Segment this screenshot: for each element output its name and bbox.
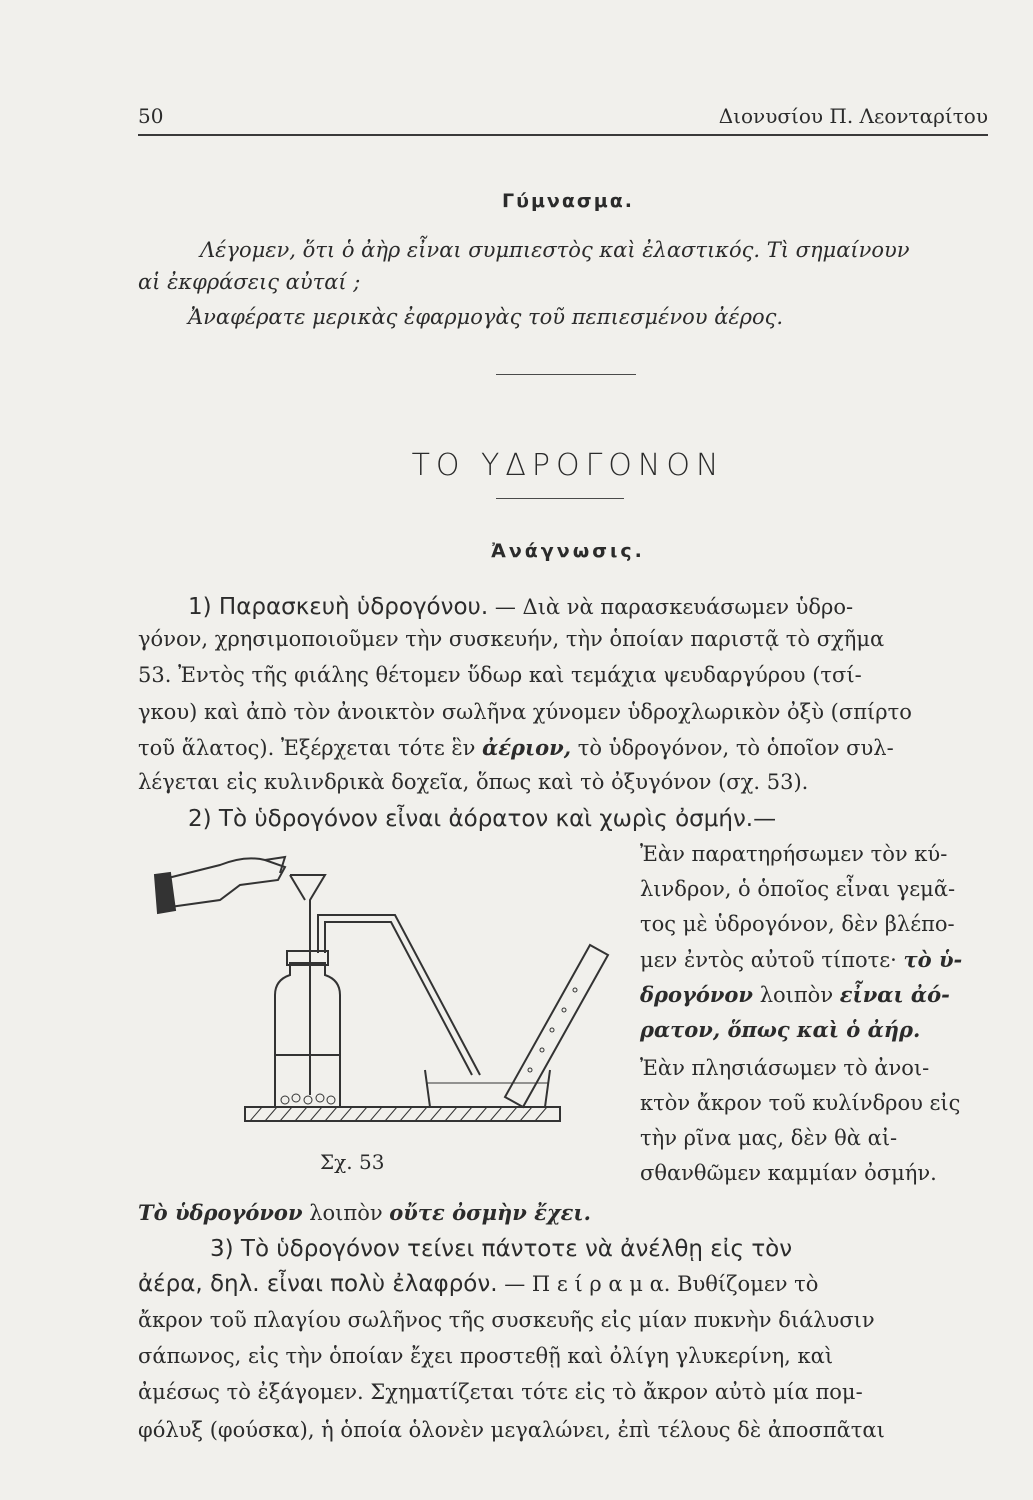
apparatus-figure xyxy=(150,845,620,1135)
funnel xyxy=(290,875,325,1095)
cuff-icon xyxy=(155,873,175,913)
title-divider xyxy=(496,498,624,499)
hand-icon xyxy=(160,858,285,907)
section1-line-6: λέγεται εἰς κυλινδρικὰ δοχεῖα, ὅπως καὶ τὸ ὀξυγόνον (σχ. 53). xyxy=(138,770,809,794)
section3-line-4: σάπωνος, εἰς τὴν ὁποίαν ἔχει προστεθῇ καὶ ὀλίγη γλυκερίνη, καὶ xyxy=(138,1344,834,1368)
section3-line-5: ἀμέσως τὸ ἐξάγομεν. Σχηματίζεται τότε εἰς τὸ ἄκρον αὐτὸ μία πομ- xyxy=(138,1380,863,1404)
section3-line-2 xyxy=(138,1271,818,1297)
zinc-pieces xyxy=(281,1094,335,1104)
exercise-line-2: αἱ ἐκφράσεις αὐταί ; xyxy=(138,270,361,294)
col-line4-pre: μεν ἐντὸς αὐτοῦ τίποτε· xyxy=(640,948,897,972)
page-number: 50 xyxy=(138,104,164,128)
col-line-7: Ἐὰν πλησιάσωμεν τὸ ἀνοι- xyxy=(640,1056,930,1080)
col-line-8: κτὸν ἄκρον τοῦ κυλίνδρου εἰς xyxy=(640,1091,961,1115)
col-line-3: τος μὲ ὑδρογόνον, δὲν βλέπο- xyxy=(640,912,955,936)
section3-title-2: ἀέρα, δηλ. εἶναι πολὺ ἐλαφρόν. xyxy=(138,1271,498,1297)
section-divider xyxy=(496,374,636,375)
col-line-10: σθανθῶμεν καμμίαν ὀσμήν. xyxy=(640,1161,937,1185)
section3-line-6 xyxy=(138,1418,885,1442)
section3-last-pre: φόλυξ xyxy=(138,1418,203,1442)
col-line5-mid: λοιπὸν xyxy=(759,983,834,1007)
running-title: Διονυσίου Π. Λεονταρίτου xyxy=(718,104,988,128)
section1-line1-rest: — Διὰ νὰ παρασκευάσωμεν ὑδρο- xyxy=(494,595,854,619)
exercise-heading: Γύμνασμα. xyxy=(502,190,634,212)
col-line5-bold: δρογόνον xyxy=(640,982,753,1007)
col-line4-bold: τὸ ὑ- xyxy=(903,947,963,972)
reading-heading: Ἀνάγνωσις. xyxy=(491,540,645,562)
closing-bold-1: Τὸ ὑδρογόνον xyxy=(138,1200,303,1225)
col-line-1: Ἐὰν παρατηρήσωμεν τὸν κύ- xyxy=(640,842,948,866)
section2-closing xyxy=(138,1200,591,1225)
base-plate xyxy=(245,1107,560,1121)
col-line-2: λινδρον, ὁ ὁποῖος εἶναι γεμᾶ- xyxy=(640,877,956,901)
section1-line5-post: τὸ ὑδρογόνον, τὸ ὁποῖον συλ- xyxy=(577,736,894,760)
page-header xyxy=(138,100,988,136)
base-hatching xyxy=(250,1107,547,1121)
section1-line-3: 53. Ἐντὸς τῆς φιάλης θέτομεν ὕδωρ καὶ τεμάχια ψευδαργύρου (τσί- xyxy=(138,663,862,687)
exercise-line-1: Λέγομεν, ὅτι ὁ ἀὴρ εἶναι συμπιεστὸς καὶ ἐλαστικός. Τὶ σημαίνουν xyxy=(200,238,910,262)
col-line-6: ρατον, ὅπως καὶ ὁ ἀήρ. xyxy=(640,1017,921,1042)
section3-last-post: (φούσκα), ἡ ὁποία ὁλονὲν μεγαλώνει, ἐπὶ τέλους δὲ ἀποσπᾶται xyxy=(209,1418,885,1442)
water-trough xyxy=(425,1070,550,1107)
chapter-title: ΤΟ ΥΔΡΟΓΟΝΟΝ xyxy=(411,448,725,483)
col-line-4 xyxy=(640,947,962,972)
col-line5-bold2: εἶναι ἀό- xyxy=(839,982,950,1007)
gas-bubbles xyxy=(528,988,577,1072)
section3-line-3: ἄκρον τοῦ πλαγίου σωλῆνος τῆς συσκευῆς εἰς μίαν πυκνὴν διάλυσιν xyxy=(138,1308,875,1332)
section1-line5-pre: τοῦ ἅλατος). Ἐξέρχεται τότε ἓν xyxy=(138,736,476,760)
exercise-line-3: Ἀναφέρατε μερικὰς ἐφαρμογὰς τοῦ πεπιεσμένου ἀέρος. xyxy=(188,305,784,329)
closing-bold-2: οὔτε ὀσμὴν ἔχει. xyxy=(389,1200,591,1225)
side-tube-inner xyxy=(325,922,472,1075)
section1-line-2: γόνον, χρησιμοποιοῦμεν τὴν συσκευήν, τὴν ὁποίαν παριστᾷ τὸ σχῆμα xyxy=(138,627,885,651)
col-line-9: τὴν ρῖνα μας, δὲν θὰ αἰ- xyxy=(640,1126,898,1150)
section1-title: 1) Παρασκευὴ ὑδρογόνου. xyxy=(188,594,489,620)
col-line-5 xyxy=(640,982,950,1007)
section3-line2-rest: — Π ε ί ρ α μ α. Βυθίζομεν τὸ xyxy=(504,1272,819,1296)
funnel-edge xyxy=(290,875,305,900)
section3-title: 3) Τὸ ὑδρογόνον τείνει πάντοτε νὰ ἀνέλθῃ εἰς τὸν xyxy=(210,1236,793,1262)
emphasis-gas: ἀέριον, xyxy=(482,735,572,760)
section1-line-5 xyxy=(138,735,894,760)
section1-line-4: γκου) καὶ ἀπὸ τὸν ἀνοικτὸν σωλῆνα χύνομεν ὑδροχλωρικὸν ὀξὺ (σπίρτο xyxy=(138,700,912,724)
closing-mid: λοιπὸν xyxy=(309,1201,383,1225)
section1-line-1 xyxy=(188,594,853,620)
section2-title: 2) Τὸ ὑδρογόνον εἶναι ἀόρατον καὶ χωρὶς ὀσμήν.— xyxy=(188,806,777,832)
flask xyxy=(275,963,340,1107)
figure-caption: Σχ. 53 xyxy=(320,1150,385,1174)
